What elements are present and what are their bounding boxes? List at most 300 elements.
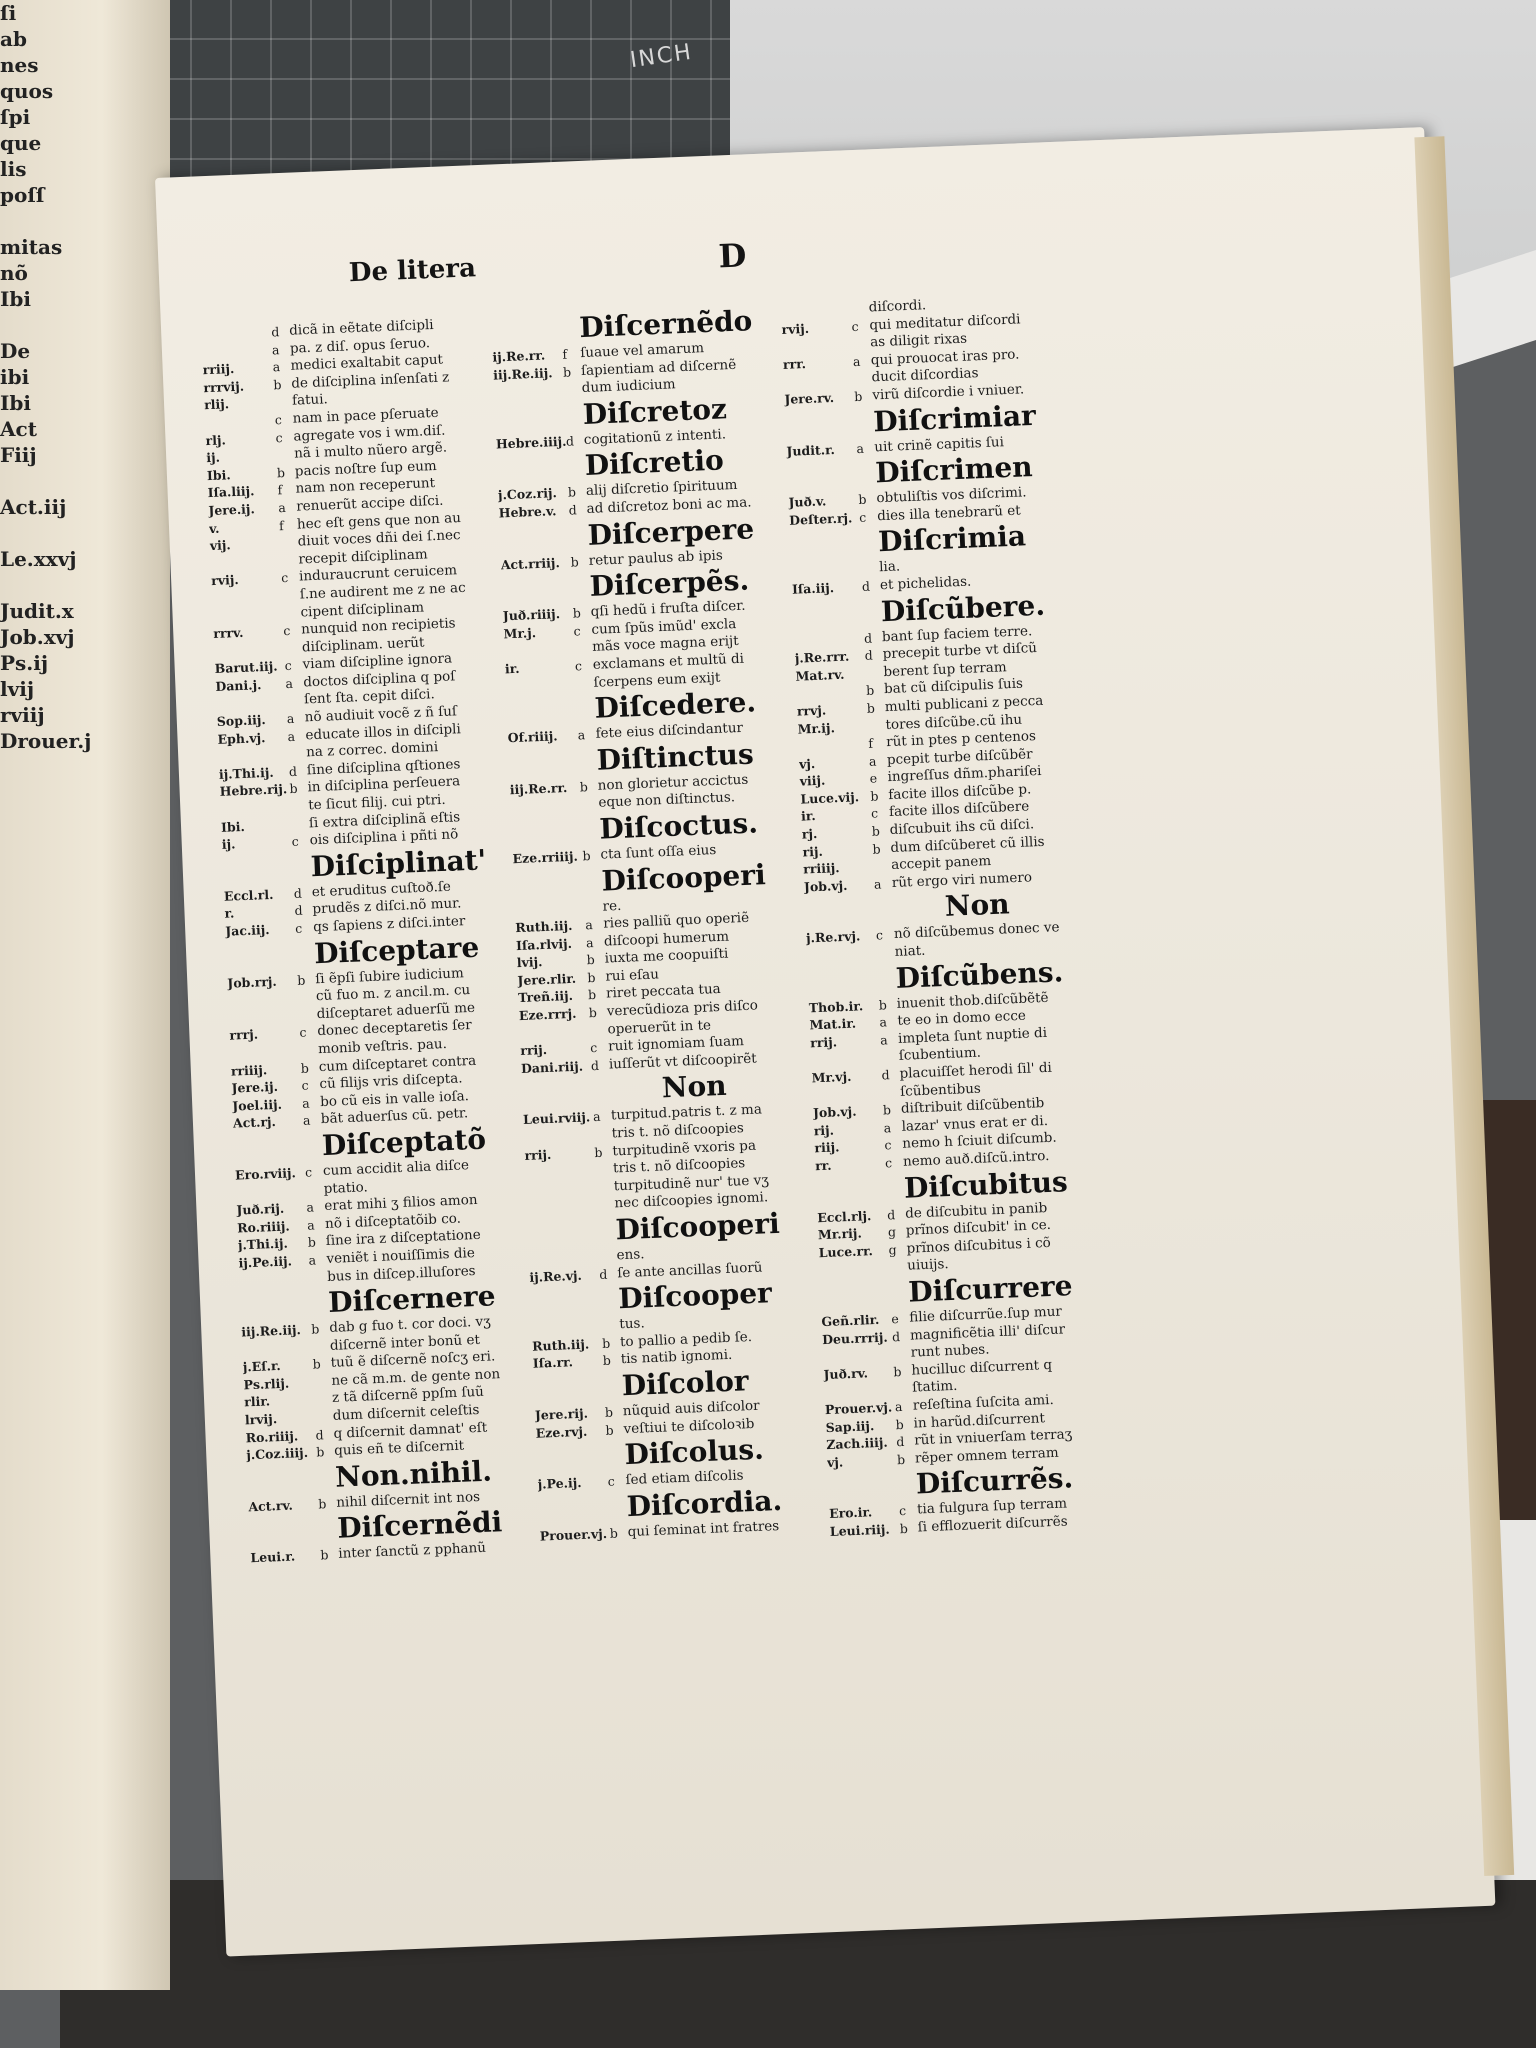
- scripture-reference: rlj.: [205, 431, 227, 448]
- section-letter-marker: b: [882, 1102, 892, 1118]
- book-page: [155, 127, 1495, 1957]
- scripture-reference: j.Coz.iiij.: [246, 1445, 309, 1463]
- entry-text: qui meditatur diſcordi: [869, 310, 1021, 334]
- entry-continuation: uiuijs.: [906, 1256, 949, 1275]
- section-letter-marker: b: [588, 1005, 598, 1021]
- section-letter-marker: d: [864, 647, 874, 664]
- headword: Diſcubitus: [903, 1164, 1069, 1205]
- running-head: De litera: [348, 253, 477, 289]
- headword: Non: [944, 887, 1011, 924]
- scripture-reference: rriiij.: [230, 1061, 268, 1079]
- headword: Diſcretoz: [582, 392, 728, 431]
- entry-text: nunquid non recipietis: [300, 615, 456, 638]
- entry-text: obtuliſtis vos diſcrimi.: [876, 484, 1027, 507]
- section-letter-marker: a: [301, 1095, 310, 1111]
- section-letter-marker: c: [607, 1473, 615, 1490]
- entry-text: medici exaltabit caput: [290, 351, 444, 374]
- entry-text: diſciplinam. uerũt: [301, 634, 425, 656]
- entry-text: monib veſtris. pau.: [317, 1035, 448, 1058]
- section-letter-marker: c: [280, 570, 289, 586]
- entry-text: mãs voce magna erijt: [591, 633, 739, 656]
- scripture-reference: Mat.ir.: [809, 1015, 857, 1033]
- entry-text: dum diſcernit celeſtis: [332, 1402, 480, 1424]
- section-letter-marker: d: [891, 1328, 901, 1344]
- entry-text: ſe ante ancillas ſuorũ: [616, 1259, 763, 1281]
- scripture-reference: Barut.iij.: [214, 658, 278, 677]
- section-letter-marker: c: [304, 1164, 313, 1180]
- headword: Diſcũbere.: [880, 588, 1046, 628]
- entry-text: bant ſup faciem terre.: [881, 622, 1033, 645]
- section-letter-marker: f: [278, 517, 284, 533]
- section-letter-marker: a: [883, 1120, 892, 1136]
- entry-text: diſcernẽ inter bonũ et: [329, 1331, 481, 1354]
- section-letter-marker: f: [867, 735, 874, 751]
- section-letter-marker: [291, 815, 310, 833]
- section-letter-marker: a: [879, 1032, 888, 1048]
- entry-text: induraucrunt ceruicem: [298, 562, 458, 585]
- scripture-reference: v.: [208, 520, 220, 536]
- entry-text: ſine ira z diſceptatione: [325, 1227, 481, 1250]
- scripture-reference: Act.rriij.: [500, 554, 561, 572]
- scripture-reference: Dani.j.: [215, 677, 262, 694]
- entry-text: diſcoopi humerum: [603, 928, 730, 950]
- section-letter-marker: c: [875, 927, 884, 944]
- section-letter-marker: [315, 1408, 334, 1426]
- entry-continuation: lia.: [878, 558, 901, 576]
- section-letter-marker: a: [585, 917, 594, 933]
- section-letter-marker: c: [589, 1040, 598, 1056]
- entry-text: rũt in ptes p centenos: [885, 728, 1037, 751]
- headword: Diſcooperi: [600, 857, 767, 898]
- scripture-reference: Eccl.rl.: [223, 886, 274, 904]
- section-letter-marker: [286, 692, 305, 710]
- entry-text: rũt ergo viri numero: [891, 869, 1033, 891]
- scripture-reference: rlir.: [243, 1393, 271, 1410]
- scripture-reference: Hebre.iiij.: [495, 433, 567, 452]
- scripture-reference: j.Pe.ij.: [537, 1475, 582, 1492]
- entry-text: nemo h ſciuit diſcumb.: [902, 1129, 1058, 1153]
- scripture-reference: Juð.v.: [788, 493, 827, 510]
- entry-text: ptatio.: [323, 1178, 369, 1197]
- section-letter-marker: b: [602, 1353, 612, 1369]
- section-letter-marker: b: [878, 996, 888, 1013]
- scripture-reference: Ro.riiij.: [245, 1427, 299, 1446]
- entry-continuation: ſcũbentibus: [899, 1080, 982, 1100]
- entry-text: ad diſcretoz boni ac ma.: [586, 494, 752, 517]
- section-letter-marker: [873, 857, 892, 875]
- section-letter-marker: [298, 1006, 317, 1024]
- section-letter-marker: d: [315, 1426, 324, 1443]
- entry-text: ſi efflozuerit diſcurrẽs: [917, 1513, 1068, 1536]
- section-letter-marker: a: [271, 341, 280, 358]
- entry-continuation: tris t. nõ diſcoopies: [611, 1120, 745, 1142]
- scripture-reference: j.Re.rrr.: [794, 648, 850, 666]
- entry-text: non glorietur accictus: [597, 771, 749, 794]
- scripture-reference: rij.: [802, 843, 824, 860]
- section-letter-marker: b: [605, 1422, 614, 1438]
- section-letter-marker: a: [306, 1199, 315, 1215]
- section-letter-marker: b: [601, 1335, 611, 1351]
- headword: Non.nihil.: [334, 1454, 493, 1494]
- entry-text: cũ fuo m. z ancil.m. cu: [315, 982, 471, 1005]
- section-letter-marker: [575, 674, 594, 692]
- headword: Diſcrimiar: [872, 398, 1037, 438]
- scripture-reference: Sop.iij.: [216, 712, 266, 730]
- scripture-reference: Thob.ir.: [808, 997, 864, 1016]
- scripture-reference: Eph.vj.: [217, 729, 266, 747]
- entry-text: multi publicani z pecca: [884, 692, 1044, 716]
- scripture-reference: j.Eſ.r.: [242, 1358, 281, 1375]
- scripture-reference: Ro.riiij.: [236, 1218, 291, 1236]
- entry-text: et eruditus cuſtoð.ſe: [311, 878, 452, 901]
- section-letter-marker: c: [858, 509, 867, 525]
- entry-text: iuxta me coopuiſti: [604, 945, 729, 967]
- column-1: [201, 315, 536, 1567]
- entry-text: et pichelidas.: [879, 573, 972, 594]
- section-letter-marker: f: [562, 346, 568, 362]
- entry-text: filie diſcurrũe.ſup mur: [909, 1303, 1063, 1326]
- entry-text: qs ſapiens z diſci.inter: [312, 913, 466, 936]
- entry-text: prudẽs z diſci.nõ mur.: [312, 895, 462, 918]
- entry-continuation: turpitudinẽ nur' tue vʒ: [613, 1171, 770, 1195]
- section-letter-marker: b: [579, 778, 589, 795]
- section-letter-marker: b: [315, 1444, 325, 1460]
- section-letter-marker: [309, 1268, 328, 1286]
- scripture-reference: Job.rrj.: [227, 973, 278, 991]
- section-letter-marker: b: [587, 987, 597, 1003]
- section-letter-marker: a: [306, 1217, 315, 1233]
- section-letter-marker: [300, 1041, 319, 1059]
- entry-text: lazar' vnus erat er di.: [901, 1112, 1049, 1135]
- scripture-reference: Treñ.iij.: [517, 988, 574, 1006]
- section-letter-marker: a: [879, 1014, 888, 1030]
- section-letter-marker: d: [270, 324, 280, 340]
- entry-text: tores diſcũbe.cũ ihu: [885, 711, 1023, 733]
- section-letter-marker: b: [609, 1525, 619, 1541]
- section-letter-marker: a: [868, 753, 877, 769]
- section-letter-marker: c: [282, 623, 291, 639]
- section-letter-marker: a: [592, 1109, 601, 1125]
- section-letter-marker: [280, 551, 299, 569]
- entry-text: ruit ignomiam ſuam: [607, 1033, 745, 1055]
- entry-text: na z correc. domini: [305, 739, 439, 761]
- section-letter-marker: [305, 1181, 324, 1199]
- entry-text: prĩnos diſcubitus i cõ: [906, 1234, 1052, 1257]
- scripture-reference: iij.Re.iij.: [241, 1322, 302, 1340]
- entry-text: de diſcubitu in panib: [904, 1199, 1048, 1222]
- entry-text: quis eñ te diſcernit: [333, 1437, 465, 1460]
- section-letter-marker: c: [870, 805, 879, 822]
- headword: Diſciplinat': [310, 843, 487, 884]
- section-letter-marker: b: [858, 491, 867, 508]
- section-letter-marker: d: [590, 1057, 600, 1074]
- entry-text: riret peccata tua: [605, 981, 722, 1003]
- entry-text: pcepit turbe diſcũbẽr: [886, 745, 1033, 768]
- headword: Diſcrimia: [877, 519, 1027, 559]
- scripture-reference: lvij.: [516, 954, 543, 971]
- scripture-reference: rvij.: [781, 320, 810, 337]
- section-letter-marker: b: [276, 464, 286, 481]
- entry-text: facite illos diſcũbere: [888, 798, 1030, 821]
- entry-text: veſtiui te diſcoloꝛib: [623, 1415, 755, 1437]
- scripture-reference: rrrvij.: [203, 378, 245, 395]
- section-letter-marker: c: [573, 623, 581, 639]
- scripture-reference: Juð.rv.: [823, 1365, 869, 1382]
- scripture-reference: Ruth.iij.: [515, 917, 573, 936]
- scripture-reference: ij.Re.vj.: [529, 1267, 583, 1285]
- scripture-reference: rrr.: [782, 355, 807, 372]
- section-letter-marker: b: [865, 682, 875, 699]
- entry-text: turpitudinẽ vxoris pa: [612, 1137, 757, 1160]
- section-letter-marker: [298, 988, 317, 1006]
- entry-continuation: tris t. nõ diſcoopies: [612, 1155, 746, 1177]
- entry-text: recepit diſciplinam: [298, 546, 428, 568]
- section-letter-marker: c: [884, 1137, 892, 1153]
- entry-continuation: niat.: [894, 942, 926, 960]
- section-letter-marker: b: [896, 1451, 906, 1467]
- scripture-reference: Act.rj.: [232, 1114, 277, 1131]
- section-letter-marker: b: [870, 788, 879, 804]
- entry-text: qui ſeminat int fratres: [627, 1517, 780, 1540]
- headword: Diſcernere: [327, 1279, 497, 1320]
- section-letter-marker: d: [599, 1266, 608, 1282]
- entry-text: tis natib ignomi.: [620, 1347, 733, 1368]
- scripture-reference: Jere.ij.: [231, 1078, 279, 1096]
- scripture-reference: riij.: [814, 1139, 840, 1156]
- entry-text: tuũ ẽ diſcernẽ noſcʒ eri.: [330, 1348, 496, 1372]
- entry-text: pacis noſtre ſup eum: [294, 457, 437, 480]
- section-letter-marker: c: [294, 920, 303, 936]
- entry-text: te ſicut filij. cui ptri.: [307, 791, 446, 814]
- scripture-reference: ij.: [221, 836, 236, 853]
- section-letter-marker: d: [881, 1067, 890, 1083]
- entry-text: nam non receperunt: [295, 475, 436, 497]
- entry-text: cum accidit alia diſce: [322, 1157, 470, 1179]
- entry-text: verecũdioza pris diſco: [606, 997, 759, 1020]
- section-letter-marker: e: [869, 770, 878, 787]
- entry-text: viam diſcipline ignora: [302, 650, 453, 673]
- scripture-reference: Ero.ir.: [828, 1504, 873, 1522]
- entry-text: nam in pace pſeruate: [292, 404, 439, 427]
- scripture-reference: rrij.: [520, 1042, 548, 1059]
- scripture-reference: Iſa.liij.: [207, 483, 255, 501]
- scripture-reference: Ibi.: [220, 818, 246, 835]
- entry-text: ſine diſciplina qſtiones: [306, 756, 461, 779]
- scripture-reference: [239, 1269, 310, 1289]
- section-letter-marker: d: [294, 903, 303, 919]
- headword: Diſtinctus: [596, 737, 755, 777]
- entry-text: te eo in domo ecce: [897, 1007, 1027, 1030]
- headword: Diſcedere.: [593, 685, 757, 725]
- section-letter-marker: g: [888, 1241, 897, 1258]
- entry-text: diſcordi.: [868, 297, 927, 316]
- entry-text: ois diſciplina i pñti nõ: [309, 826, 459, 849]
- section-letter-marker: b: [311, 1321, 320, 1337]
- entry-text: inuenit thob.diſcũbẽtẽ: [896, 989, 1049, 1012]
- entry-text: exclamans et multũ di: [592, 650, 745, 673]
- scripture-reference: Judit.r.: [786, 441, 836, 459]
- entry-text: alij diſcretio ſpirituum: [585, 477, 738, 500]
- entry-text: cogitationũ z intenti.: [583, 426, 727, 448]
- scripture-reference: vj.: [798, 755, 816, 772]
- section-letter-marker: b: [273, 376, 282, 393]
- scripture-reference: rj.: [801, 826, 818, 842]
- scripture-reference: Iſa.rr.: [532, 1354, 574, 1372]
- section-letter-marker: b: [587, 969, 596, 986]
- entry-text: erat mihi ʒ filios amon: [324, 1192, 478, 1215]
- section-letter-marker: [282, 586, 301, 604]
- scripture-reference: Joel.iij.: [231, 1096, 283, 1114]
- scripture-reference: rr.: [814, 1157, 832, 1174]
- section-letter-marker: [288, 745, 307, 763]
- entry-text: placuiſſet herodi ſil' di: [899, 1059, 1053, 1082]
- entry-text: nã i multo nũero argẽ.: [293, 439, 448, 462]
- scripture-reference: Sap.iij.: [825, 1417, 875, 1435]
- section-letter-marker: b: [320, 1547, 329, 1563]
- scripture-reference: rrij.: [809, 1034, 838, 1051]
- scripture-reference: Juð.riiij.: [502, 606, 561, 624]
- section-letter-marker: b: [594, 1144, 603, 1160]
- entry-text: ries palliũ quo operiẽ: [602, 909, 750, 932]
- entry-text: cta ſunt oſſa eius: [600, 841, 717, 863]
- entry-text: ingreſſus dñm.phariſei: [887, 763, 1042, 786]
- entry-text: magnificẽtia illi' diſcur: [909, 1320, 1066, 1344]
- entry-text: nõ diſcũbemus donec ve: [893, 919, 1060, 943]
- headword: Diſcoctus.: [598, 806, 759, 846]
- section-letter-marker: d: [861, 578, 871, 594]
- scripture-reference: rriij.: [202, 361, 235, 378]
- page-edge: [1414, 136, 1514, 1876]
- scripture-reference: Job.vj.: [803, 877, 848, 895]
- entry-text: ſi extra diſciplinã eſtis: [308, 808, 461, 831]
- section-letter-marker: [865, 664, 884, 682]
- scripture-reference: Jere.rlir.: [517, 970, 577, 988]
- scripture-reference: Mr.j.: [503, 624, 537, 642]
- scripture-reference: Mr.ij.: [797, 719, 836, 737]
- section-letter-marker: a: [585, 934, 594, 950]
- entry-continuation: tus.: [619, 1315, 646, 1333]
- scripture-reference: Mr.vj.: [811, 1068, 852, 1086]
- scripture-reference: Zach.iiij.: [826, 1434, 889, 1453]
- column-3: [781, 292, 1115, 1541]
- entry-text: pa. z diſ. opus ſeruo.: [289, 334, 431, 357]
- entry-text: retur paulus ab ipis: [588, 547, 724, 569]
- entry-continuation: re.: [602, 897, 622, 915]
- entry-text: q diſcernit damnat' eſt: [333, 1419, 488, 1442]
- section-letter-marker: [574, 639, 593, 657]
- scripture-reference: Deu.rrrij.: [821, 1329, 889, 1347]
- entry-text: doctos diſciplina q poſ: [303, 668, 456, 691]
- scripture-reference: r.: [224, 905, 235, 922]
- section-letter-marker: b: [289, 781, 298, 797]
- entry-text: dies illa tenebrarũ et: [876, 502, 1021, 525]
- section-letter-marker: a: [308, 1252, 317, 1268]
- section-letter-marker: c: [291, 833, 300, 850]
- entry-text: hec eſt gens que non au: [296, 509, 462, 533]
- entry-text: cum ſpũs imũd' excla: [591, 615, 737, 638]
- entry-text: bus in diſcep.illuſores: [326, 1262, 476, 1285]
- entry-text: diſtribuit diſcũbentib: [900, 1095, 1045, 1117]
- section-letter-marker: [867, 717, 886, 735]
- headword: Diſcurrẽs.: [915, 1461, 1074, 1501]
- section-letter-marker: [284, 639, 303, 657]
- section-letter-marker: d: [288, 763, 298, 779]
- entry-text: iuſſerũt vt diſcoopirẽt: [608, 1050, 757, 1073]
- section-letter-marker: b: [297, 972, 306, 988]
- section-letter-marker: a: [278, 499, 287, 516]
- section-letter-marker: a: [577, 727, 586, 743]
- entry-text: tia fulgura ſup terram: [916, 1495, 1068, 1518]
- scripture-reference: Leui.r.: [250, 1548, 296, 1566]
- section-letter-marker: a: [302, 1112, 311, 1129]
- section-letter-marker: b: [604, 1404, 614, 1420]
- headword: Diſcooper: [617, 1276, 773, 1316]
- section-letter-marker: b: [895, 1416, 904, 1432]
- entry-text: fatui.: [291, 391, 329, 410]
- section-letter-marker: b: [307, 1234, 317, 1251]
- entry-text: ſuaue vel amarum: [580, 340, 705, 362]
- scripture-reference: ir.: [504, 660, 520, 677]
- section-letter-marker: a: [852, 353, 861, 369]
- entry-text: diuit voces dñi dei ſ.nec: [297, 527, 461, 550]
- headword: Diſcordia.: [626, 1483, 783, 1523]
- entry-text: diſcubuit ihs cũ diſci.: [889, 816, 1035, 839]
- scripture-reference: rrij.: [524, 1146, 552, 1163]
- headword: Diſcurrere: [907, 1269, 1074, 1309]
- scripture-reference: rrvj.: [796, 702, 827, 719]
- scripture-reference: Job.vj.: [812, 1103, 857, 1121]
- scripture-reference: Hebre.rij.: [219, 781, 288, 800]
- entry-continuation: ens.: [616, 1246, 645, 1264]
- scripture-reference: Luce.vij.: [800, 789, 860, 807]
- entry-text: nõ audiuit vocẽ z ñ ſuſ: [304, 703, 458, 726]
- scripture-reference: Geñ.rlir.: [821, 1311, 880, 1330]
- entry-text: accepit panem: [890, 853, 992, 874]
- entry-text: qſi hedũ i fruſta diſcer.: [590, 597, 746, 621]
- scripture-reference: ij.Thi.ij.: [218, 764, 274, 782]
- headword: Non: [661, 1069, 728, 1105]
- section-letter-marker: c: [884, 1155, 893, 1171]
- entry-continuation: runt nubes.: [910, 1341, 990, 1361]
- scripture-reference: Jac.iij.: [224, 922, 270, 939]
- entry-text: dab g fuo t. cor doci. vʒ: [328, 1313, 492, 1337]
- scripture-reference: viij.: [799, 772, 826, 789]
- entry-continuation: as diligit rixas: [869, 330, 968, 351]
- entry-text: ſcerpens eum exijt: [593, 669, 721, 691]
- scripture-reference: j.Coz.rij.: [497, 485, 558, 503]
- scripture-reference: ir.: [800, 808, 816, 825]
- scripture-reference: Prouer.vj.: [824, 1399, 893, 1418]
- entry-continuation: dum iudicium: [581, 376, 676, 397]
- section-letter-marker: d: [568, 502, 577, 518]
- scripture-reference: Mr.rij.: [817, 1225, 863, 1243]
- scripture-reference: lrvij.: [244, 1411, 278, 1428]
- entry-text: to pallio a pedib ſe.: [619, 1328, 753, 1351]
- entry-text: berent ſup terram: [883, 658, 1007, 680]
- section-letter-marker: b: [312, 1356, 322, 1372]
- scripture-reference: rrrj.: [229, 1026, 259, 1044]
- section-letter-marker: b: [567, 484, 577, 501]
- entry-text: impleta ſunt nuptie di: [897, 1024, 1048, 1047]
- entry-text: reſeſtina ſuſcita ami.: [912, 1391, 1055, 1414]
- scripture-reference: rrrv.: [213, 624, 244, 642]
- section-letter-marker: c: [299, 1024, 307, 1041]
- entry-text: z tã diſcernẽ ppſm ſuũ: [331, 1384, 485, 1407]
- scripture-reference: Ruth.iij.: [531, 1336, 590, 1354]
- section-letter-marker: c: [301, 1077, 309, 1094]
- scripture-reference: ij.Re.rr.: [492, 347, 546, 365]
- section-letter-marker: c: [574, 658, 583, 674]
